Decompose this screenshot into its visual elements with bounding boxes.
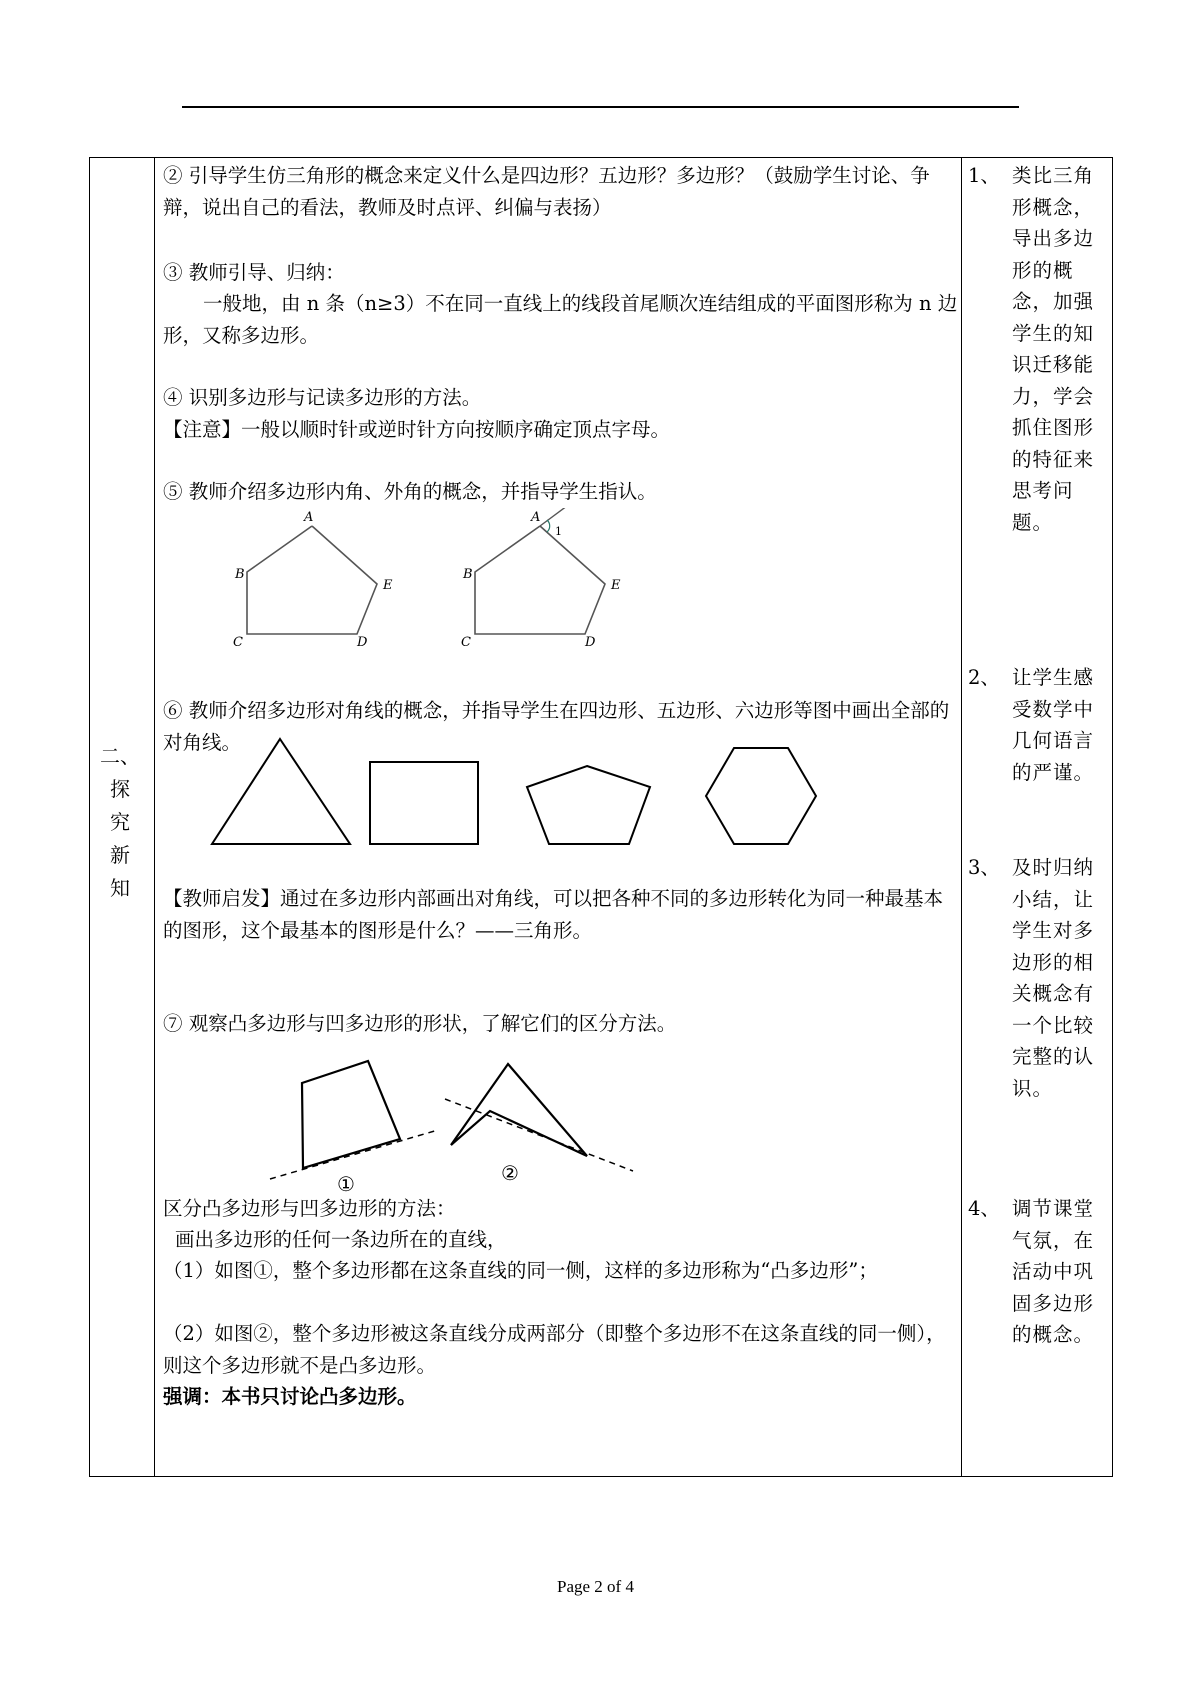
paragraph-identify-polygon: ④ 识别多边形与记读多边形的方法。 bbox=[163, 386, 482, 409]
hexagon-shape bbox=[706, 748, 816, 844]
paragraph-polygon-definition: 一般地，由 n 条（n≥3）不在同一直线上的线段首尾顺次连结组成的平面图形称为 n 边形，又称多边形。 bbox=[163, 292, 958, 347]
notes-cell bbox=[962, 158, 1113, 1477]
vertex-label-a: A bbox=[304, 510, 314, 525]
angle-label-1: 1 bbox=[555, 525, 562, 538]
vertex-label-e: E bbox=[383, 578, 393, 593]
vertex-label-c: C bbox=[461, 635, 471, 650]
figure-label-1: ① bbox=[337, 1172, 355, 1193]
rectangle-shape bbox=[370, 762, 478, 844]
note-number: 4、 bbox=[968, 1197, 1000, 1220]
section-label-line: 新 bbox=[110, 843, 130, 867]
note-number: 2、 bbox=[968, 666, 1000, 689]
pentagon-figures bbox=[225, 508, 745, 658]
section-label-line: 二、 bbox=[100, 744, 140, 768]
paragraph-teacher-hint: 【教师启发】通过在多边形内部画出对角线，可以把各种不同的多边形转化为同一种最基本的图形，这个最基本的图形是什么？——三角形。 bbox=[163, 887, 944, 942]
figure-label-2: ② bbox=[501, 1161, 519, 1185]
vertex-label-d: D bbox=[585, 635, 596, 650]
pentagon-exterior bbox=[461, 508, 621, 650]
vertex-label-a: A bbox=[531, 510, 541, 525]
paragraph-concave-case: （2）如图②，整个多边形被这条直线分成两部分（即整个多边形不在这条直线的同一侧），则这个多边形就不是凸多边形。 bbox=[163, 1322, 946, 1377]
vertex-label-b: B bbox=[463, 567, 473, 582]
lesson-table bbox=[89, 157, 1113, 1477]
vertex-label-b: B bbox=[235, 567, 245, 582]
pentagon-interior bbox=[233, 510, 393, 650]
paragraph-diagonals: ⑥ 教师介绍多边形对角线的概念，并指导学生在四边形、五边形、六边形等图中画出全部的对角线。 bbox=[163, 699, 950, 754]
paragraph-note: 【注意】一般以顺时针或逆时针方向按顺序确定顶点字母。 bbox=[163, 418, 671, 441]
paragraph-emphasis: 强调：本书只讨论凸多边形。 bbox=[163, 1385, 417, 1408]
pentagon-shape bbox=[527, 766, 650, 844]
header-rule bbox=[182, 106, 1019, 108]
note-text: 调节课堂气氛，在活动中巩固多边形的概念。 bbox=[1012, 1197, 1095, 1346]
paragraph-define-polygon: ② 引导学生仿三角形的概念来定义什么是四边形？五边形？多边形？（鼓励学生讨论、争辩，说出自己的看法，教师及时点评、纠偏与表扬） bbox=[163, 164, 930, 219]
vertex-label-d: D bbox=[357, 635, 368, 650]
note-text: 让学生感受数学中几何语言的严谨。 bbox=[1012, 666, 1095, 784]
note-number: 3、 bbox=[968, 856, 1000, 879]
convex-concave-figures bbox=[255, 1053, 715, 1193]
vertex-label-e: E bbox=[611, 578, 621, 593]
convex-figure bbox=[270, 1061, 438, 1179]
paragraph-convex-case: （1）如图①，整个多边形都在这条直线的同一侧，这样的多边形称为“凸多边形”； bbox=[163, 1259, 878, 1282]
paragraph-angles: ⑤ 教师介绍多边形内角、外角的概念，并指导学生指认。 bbox=[163, 480, 657, 503]
section-label-line: 探 bbox=[110, 777, 130, 801]
section-label bbox=[100, 740, 140, 905]
triangle-shape bbox=[212, 739, 350, 844]
content-cell bbox=[155, 158, 962, 1477]
vertex-label-c: C bbox=[233, 635, 243, 650]
note-number: 1、 bbox=[968, 164, 1000, 187]
page-footer: Page 2 of 4 bbox=[557, 1577, 634, 1596]
paragraph-method-intro: 画出多边形的任何一条边所在的直线， bbox=[175, 1228, 507, 1251]
note-text: 及时归纳小结，让学生对多边形的相关概念有一个比较完整的认识。 bbox=[1012, 856, 1095, 1100]
table-row bbox=[90, 158, 1113, 1477]
section-label-line: 究 bbox=[110, 810, 130, 834]
paragraph-method-title: 区分凸多边形与凹多边形的方法： bbox=[163, 1197, 456, 1220]
section-label-line: 知 bbox=[110, 876, 130, 900]
shape-row bbox=[205, 733, 905, 853]
paragraph-teacher-summary: ③ 教师引导、归纳： bbox=[163, 261, 345, 284]
note-text: 类比三角形概念，导出多边形的概念，加强学生的知识迁移能力，学会抓住图形的特征来思考问题。 bbox=[1012, 164, 1095, 534]
paragraph-convex-concave: ⑦ 观察凸多边形与凹多边形的形状，了解它们的区分方法。 bbox=[163, 1012, 677, 1035]
concave-figure bbox=[445, 1064, 633, 1171]
